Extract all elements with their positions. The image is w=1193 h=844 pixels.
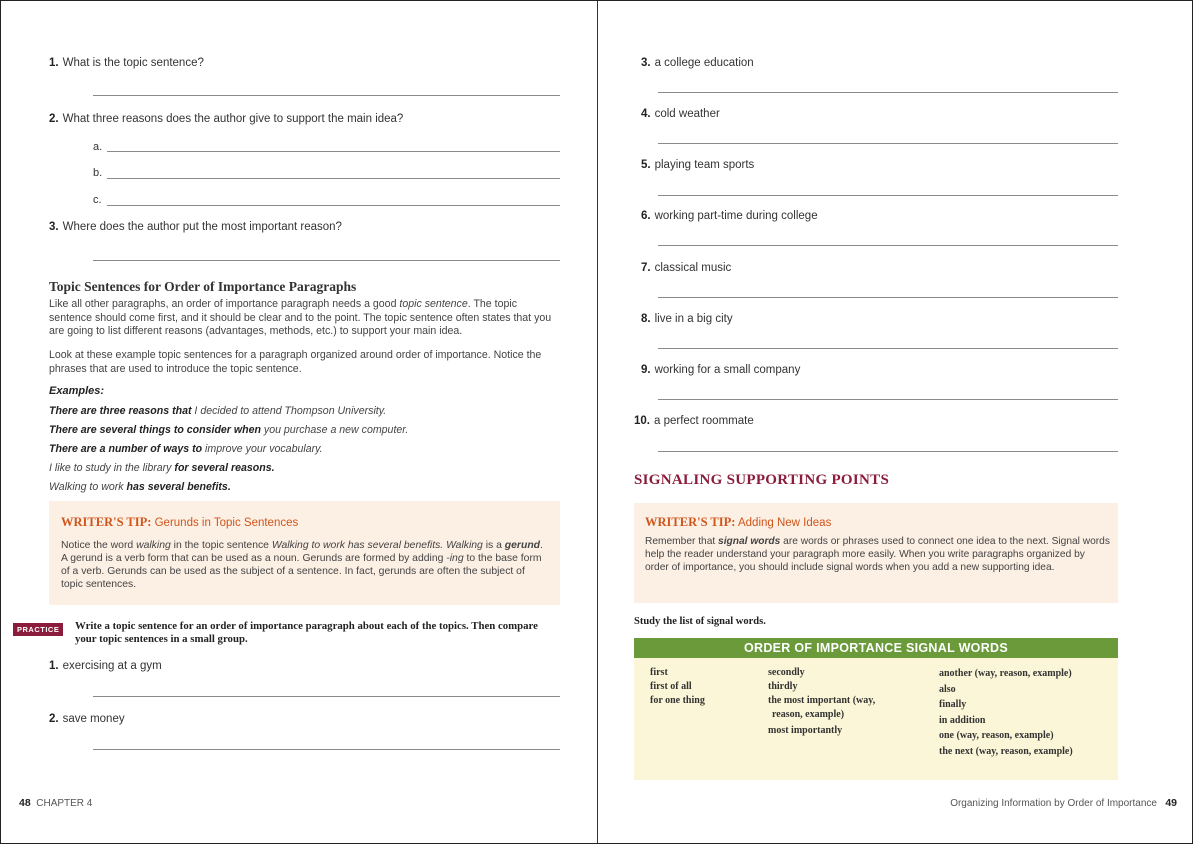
examples-label: Examples: — [49, 385, 105, 397]
section-heading: SIGNALING SUPPORTING POINTS — [634, 472, 890, 488]
topic-text: exercising at a gym — [62, 660, 162, 672]
example-4: I like to study in the library for several reasons. — [49, 462, 275, 474]
answer-line[interactable] — [658, 297, 1118, 298]
answer-line[interactable] — [93, 95, 560, 96]
answer-line[interactable] — [93, 696, 560, 697]
signal-word: in addition — [939, 714, 986, 726]
sub-label-c: c. — [93, 194, 102, 206]
page-number: 48 — [19, 797, 31, 809]
topic-number: 2. — [49, 713, 59, 725]
question-number: 2. — [49, 113, 59, 125]
question-number: 3. — [49, 221, 59, 233]
writers-tip-box — [634, 503, 1118, 603]
practice-badge: PRACTICE — [13, 623, 63, 636]
answer-line[interactable] — [658, 92, 1118, 93]
question-text: What three reasons does the author give to support the main idea? — [62, 113, 404, 125]
question-1 — [49, 57, 204, 69]
table-title: ORDER OF IMPORTANCE SIGNAL WORDS — [634, 638, 1118, 658]
topic-item-3: 3. a college education — [641, 57, 754, 69]
right-page-footer — [950, 797, 1177, 809]
question-2 — [49, 113, 403, 125]
answer-line-c[interactable] — [107, 205, 560, 206]
study-instruction: Study the list of signal words. — [634, 616, 766, 627]
example-5: Walking to work has several benefits. — [49, 481, 231, 493]
left-page-footer — [19, 797, 92, 809]
signal-word: one (way, reason, example) — [939, 730, 1054, 741]
signal-column-1 — [650, 666, 705, 708]
topic-item-6: 6. working part-time during college — [641, 210, 818, 222]
topic-text: save money — [62, 713, 125, 725]
writers-tip-title: WRITER'S TIP: Gerunds in Topic Sentences — [61, 515, 299, 529]
topic-number: 1. — [49, 660, 59, 672]
writers-tip-text: Remember that signal words are words or phrases used to connect one idea to the next. Signal words help the reader understand your paragraph more easily. When you write paragraphs organized by order of importance, you should include signal words when you add a new supporting idea. — [645, 536, 1110, 573]
signal-column-3 — [939, 666, 1073, 759]
signal-words-table — [634, 638, 1118, 780]
signal-word: also — [939, 683, 956, 695]
answer-line[interactable] — [658, 245, 1118, 246]
question-3 — [49, 221, 342, 233]
question-text: What is the topic sentence? — [62, 57, 204, 69]
left-page — [1, 1, 597, 843]
practice-instructions: Write a topic sentence for an order of importance paragraph about each of the topics. Then compare your topic sentences in a small group. — [75, 620, 538, 645]
signal-word: the most important (way, — [768, 695, 876, 706]
example-2: There are several things to consider when you purchase a new computer. — [49, 424, 409, 436]
topic-item-5: 5. playing team sports — [641, 159, 755, 171]
answer-line-a[interactable] — [107, 151, 560, 152]
signal-word: the next (way, reason, example) — [939, 745, 1073, 757]
topic-item-9: 9. working for a small company — [641, 364, 801, 376]
signal-word: secondly — [768, 667, 805, 678]
example-3: There are a number of ways to improve your vocabulary. — [49, 443, 323, 455]
question-text: Where does the author put the most important reason? — [62, 221, 342, 233]
signal-word: thirdly — [768, 681, 798, 692]
signal-word: first — [650, 667, 668, 678]
page-number: 49 — [1165, 797, 1177, 809]
topic-item-8: 8. live in a big city — [641, 313, 733, 325]
answer-line[interactable] — [93, 749, 560, 750]
writers-tip-box — [49, 501, 560, 605]
signal-word: first of all — [650, 681, 692, 692]
signal-column-2 — [768, 666, 875, 738]
answer-line-b[interactable] — [107, 178, 560, 179]
example-1: There are three reasons that I decided to attend Thompson University. — [49, 405, 387, 417]
signal-word: for one thing — [650, 695, 705, 706]
answer-line[interactable] — [658, 195, 1118, 196]
topic-item-7: 7. classical music — [641, 262, 732, 274]
signal-word: finally — [939, 699, 967, 710]
answer-line[interactable] — [658, 143, 1118, 144]
right-page — [597, 1, 1193, 843]
answer-line[interactable] — [658, 451, 1118, 452]
topic-item-1 — [49, 660, 162, 672]
paragraph-examples-intro: Look at these example topic sentences for a paragraph organized around order of importance. Notice the phrases that are used to introduce the topic sentence. — [49, 349, 542, 375]
sub-label-a: a. — [93, 141, 103, 153]
topic-item-2 — [49, 713, 125, 725]
writers-tip-title: WRITER'S TIP: Adding New Ideas — [645, 515, 832, 529]
answer-line[interactable] — [658, 348, 1118, 349]
signal-word: reason, example) — [772, 709, 845, 720]
writers-tip-text: Notice the word walking in the topic sentence Walking to work has several benefits. Walking is a gerund. A gerund is a verb form that can be used as a noun. Gerunds are formed by adding -ing to the base form of a verb. Gerunds can be used as the subject of a sentence. In fact, gerunds are often the subject of topic sentences. — [61, 540, 543, 590]
sub-label-b: b. — [93, 167, 103, 179]
running-title: Organizing Information by Order of Importance — [950, 798, 1157, 809]
topic-item-10: 10. a perfect roommate — [634, 415, 754, 427]
signal-word: another (way, reason, example) — [939, 668, 1072, 679]
chapter-label: CHAPTER 4 — [36, 798, 93, 809]
answer-line[interactable] — [93, 260, 560, 261]
signal-word: most importantly — [768, 725, 843, 736]
answer-line[interactable] — [658, 399, 1118, 400]
section-title: Topic Sentences for Order of Importance Paragraphs — [49, 279, 357, 294]
topic-item-4: 4. cold weather — [641, 108, 720, 120]
question-number: 1. — [49, 57, 59, 69]
paragraph-topic-sentence: Like all other paragraphs, an order of importance paragraph needs a good topic sentence. The topic sentence should come first, and it should be clear and to the point. The topic sentence often states that you are going to list different reasons (advantages, methods, etc.) to support your main idea. — [49, 298, 552, 337]
